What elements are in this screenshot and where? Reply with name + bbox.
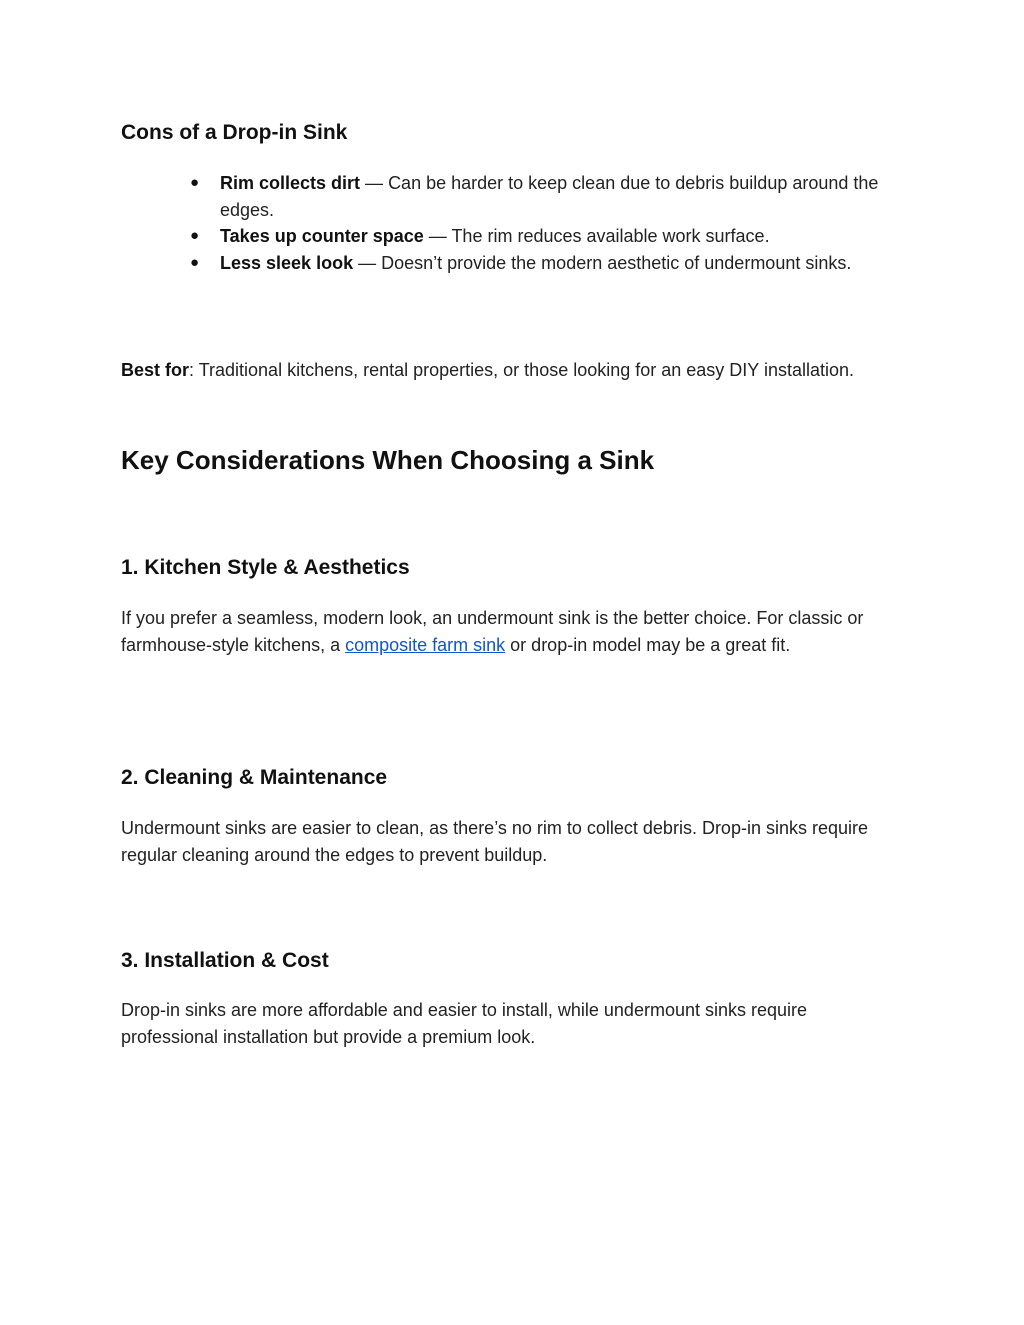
list-item-text: Doesn’t provide the modern aesthetic of undermount sinks. xyxy=(381,252,852,273)
list-item xyxy=(0,223,880,250)
section-heading-installation: 3. Installation & Cost xyxy=(121,949,329,972)
section-text-after-link: or drop-in model may be a great fit. xyxy=(505,634,791,655)
bullet-icon: ● xyxy=(190,174,200,191)
list-item-separator: — xyxy=(360,173,389,193)
key-considerations-heading: Key Considerations When Choosing a Sink xyxy=(121,445,655,475)
section-text-before-link: If you prefer a seamless, modern look, an undermount sink is the better choice. For classic or farmhouse-style kitchens, a xyxy=(121,608,864,655)
list-item xyxy=(0,170,880,223)
section-heading-cleaning: 2. Cleaning & Maintenance xyxy=(121,766,388,789)
list-item-text: The rim reduces available work surface. xyxy=(451,226,770,246)
cons-list xyxy=(0,170,900,276)
list-item-term: Rim collects dirt xyxy=(220,173,361,193)
bullet-icon: ● xyxy=(190,227,200,244)
section-heading-style: 1. Kitchen Style & Aesthetics xyxy=(121,556,410,579)
list-item-term: Takes up counter space xyxy=(220,226,424,246)
best-for-text: : Traditional kitchens, rental properties, or those looking for an easy DIY installation. xyxy=(189,360,855,380)
section-text-cleaning: Undermount sinks are easier to clean, as there’s no rim to collect debris. Drop-in sinks require regular cleaning around the edges to prevent buildup. xyxy=(121,818,868,865)
section-text-installation: Drop-in sinks are more affordable and easier to install, while undermount sinks require professional installation but provide a premium look. xyxy=(121,1000,808,1047)
cons-heading: Cons of a Drop-in Sink xyxy=(121,121,348,144)
best-for-paragraph xyxy=(121,357,901,384)
list-item-separator: — xyxy=(423,226,452,246)
list-item-separator: — xyxy=(353,252,382,273)
bullet-icon: ● xyxy=(190,253,200,271)
best-for-label: Best for xyxy=(121,360,190,380)
composite-farm-sink-link[interactable]: composite farm sink xyxy=(345,634,506,655)
list-item-term: Less sleek look xyxy=(220,252,354,273)
list-item-text: Can be harder to keep clean due to debris buildup around the edges. xyxy=(220,173,879,220)
list-item xyxy=(0,250,880,277)
section-text-style xyxy=(121,605,901,658)
